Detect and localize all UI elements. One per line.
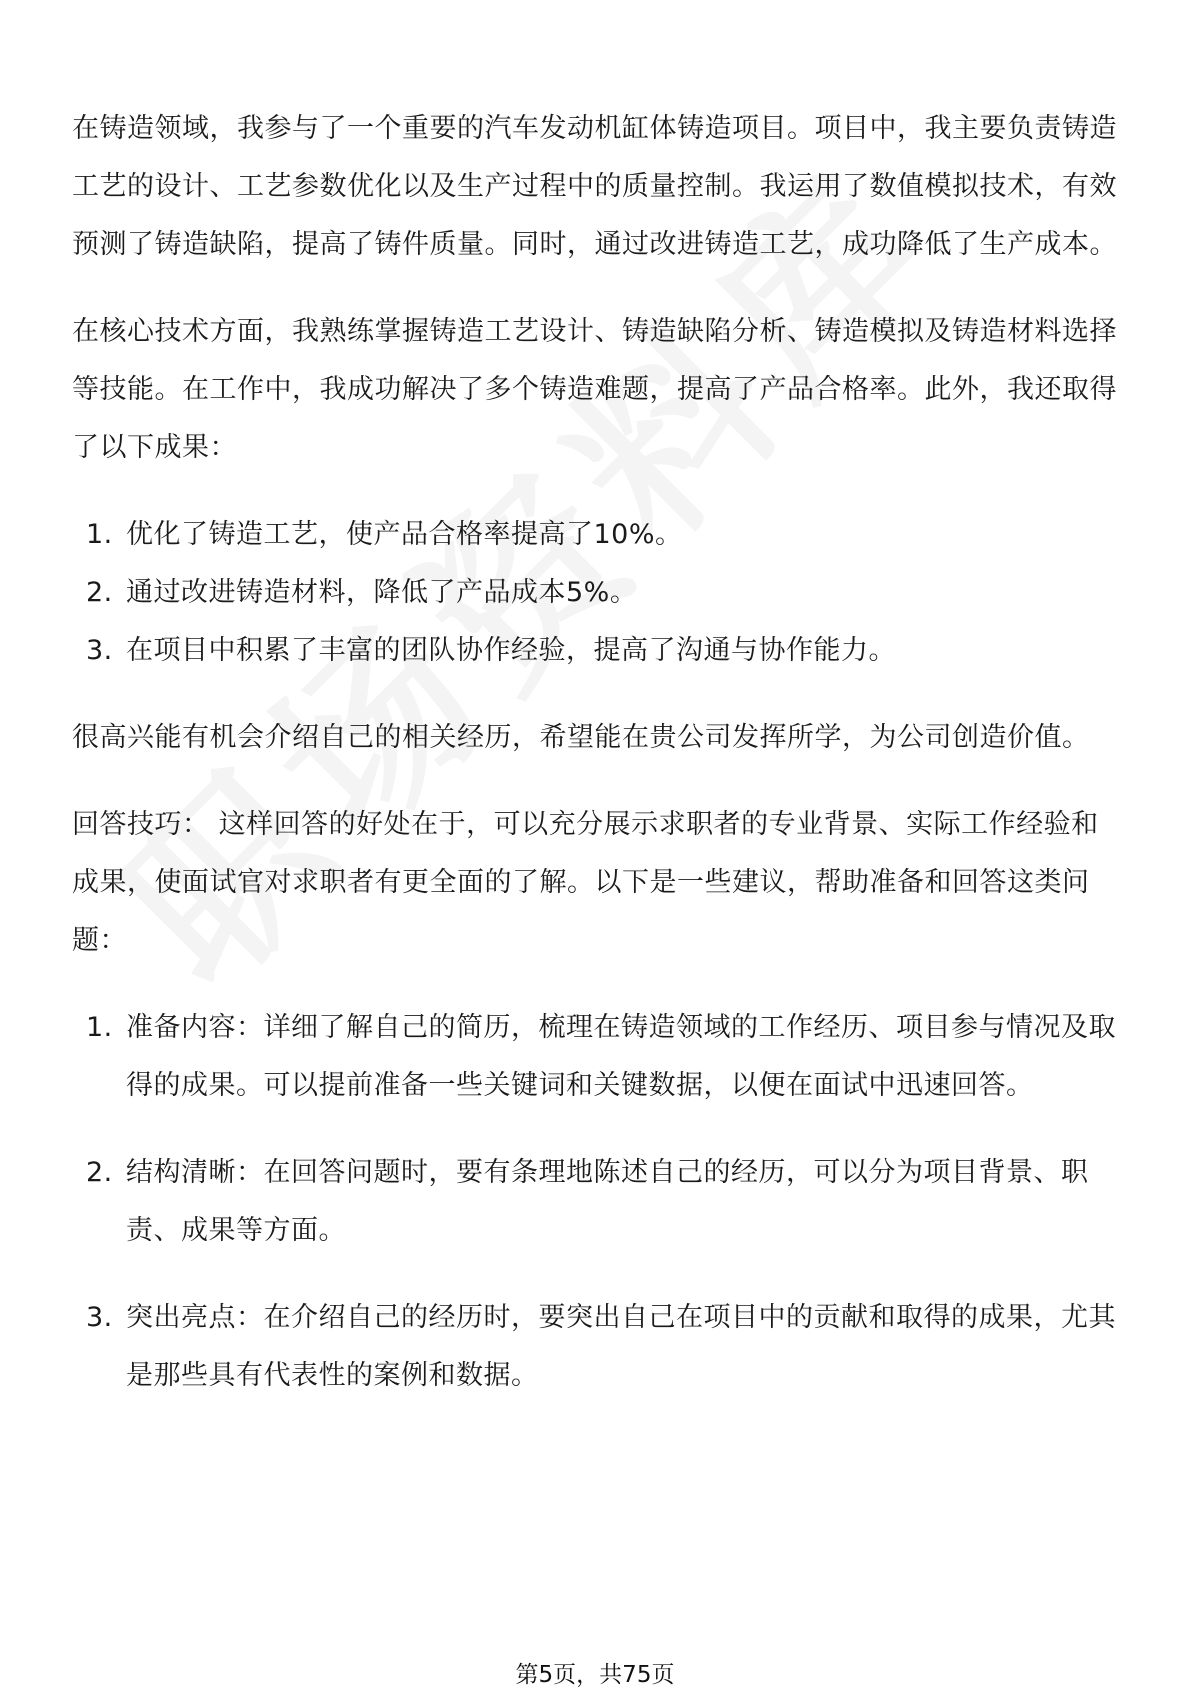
list-item <box>72 622 1122 680</box>
list-number: 3. <box>86 1302 113 1333</box>
tips-list <box>72 999 1122 1405</box>
paragraph-core-skills: 在核心技术方面，我熟练掌握铸造工艺设计、铸造缺陷分析、铸造模拟及铸造材料选择等技能。在工作中，我成功解决了多个铸造难题，提高了产品合格率。此外，我还取得了以下成果： <box>72 316 1117 463</box>
list-item-text: 优化了铸造工艺，使产品合格率提高了10%。 <box>126 519 683 550</box>
list-item-text: 结构清晰：在回答问题时，要有条理地陈述自己的经历，可以分为项目背景、职责、成果等方面。 <box>126 1157 1089 1246</box>
list-number: 1. <box>86 519 113 550</box>
list-item-text: 通过改进铸造材料，降低了产品成本5%。 <box>126 577 638 608</box>
list-number: 2. <box>86 1157 113 1188</box>
paragraph-project-experience: 在铸造领域，我参与了一个重要的汽车发动机缸体铸造项目。项目中，我主要负责铸造工艺的设计、工艺参数优化以及生产过程中的质量控制。我运用了数值模拟技术，有效预测了铸造缺陷，提高了铸件质量。同时，通过改进铸造工艺，成功降低了生产成本。 <box>72 113 1117 260</box>
paragraph-answer-tips: 回答技巧： 这样回答的好处在于，可以充分展示求职者的专业背景、实际工作经验和成果，使面试官对求职者有更全面的了解。以下是一些建议，帮助准备和回答这类问题： <box>72 809 1099 956</box>
document-body <box>72 100 1122 1434</box>
list-item-text: 在项目中积累了丰富的团队协作经验，提高了沟通与协作能力。 <box>126 635 896 666</box>
list-item <box>72 999 1122 1115</box>
list-number: 3. <box>86 635 113 666</box>
achievements-list <box>72 506 1122 680</box>
list-item-text: 准备内容：详细了解自己的简历，梳理在铸造领域的工作经历、项目参与情况及取得的成果。可以提前准备一些关键词和关键数据，以便在面试中迅速回答。 <box>126 1012 1116 1101</box>
list-item <box>72 506 1122 564</box>
list-number: 2. <box>86 577 113 608</box>
list-item-text: 突出亮点：在介绍自己的经历时，要突出自己在项目中的贡献和取得的成果，尤其是那些具有代表性的案例和数据。 <box>126 1302 1116 1391</box>
paragraph-closing: 很高兴能有机会介绍自己的相关经历，希望能在贵公司发挥所学，为公司创造价值。 <box>72 722 1090 753</box>
list-number: 1. <box>86 1012 113 1043</box>
list-item <box>72 1144 1122 1260</box>
list-item <box>72 1289 1122 1405</box>
page-number: 第5页，共75页 <box>515 1662 675 1688</box>
list-item <box>72 564 1122 622</box>
